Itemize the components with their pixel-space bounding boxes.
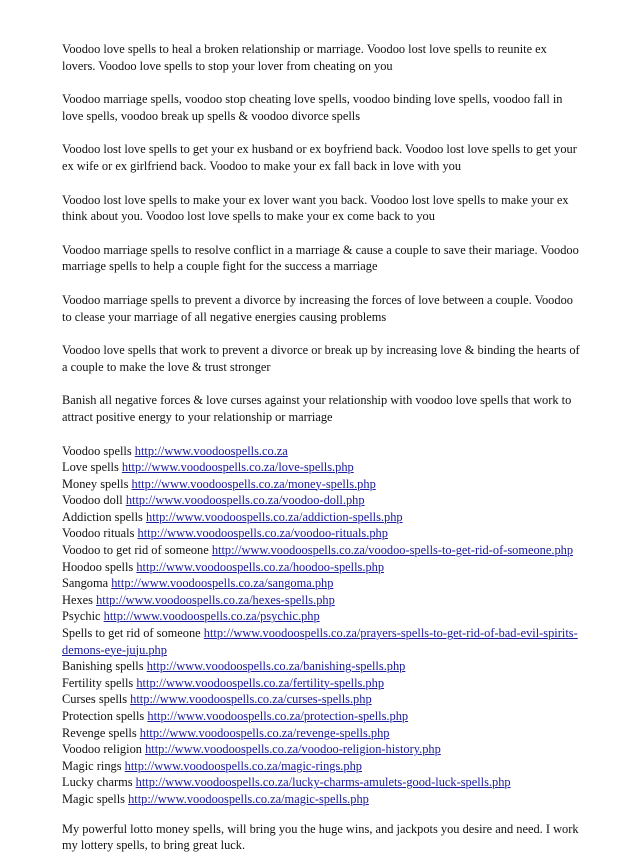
link-label: Protection spells [62,709,145,723]
list-item [62,575,582,592]
link-sangoma[interactable]: http://www.voodoospells.co.za/sangoma.php [111,576,334,591]
link-label: Voodoo doll [62,493,123,508]
link-love-spells[interactable]: http://www.voodoospells.co.za/love-spells.php [121,460,354,475]
link-list [62,443,582,808]
link-hexes[interactable]: http://www.voodoospells.co.za/hexes-spells.php [96,592,335,607]
link-label: Voodoo religion [62,742,142,757]
paragraph-resolve-conflict: Voodoo marriage spells to resolve conflict in a marriage & cause a couple to save their mariage. Voodoo marriage spells to help a couple fight for the success a marriage [62,242,579,274]
link-label: Magic spells [62,791,125,806]
link-banishing-spells[interactable]: http://www.voodoospells.co.za/banishing-spells.php [146,659,406,674]
link-label: Psychic [62,609,101,624]
list-item [62,708,582,725]
link-label: Hexes [62,592,93,607]
paragraph-prevent-break-up: Voodoo love spells that work to prevent a divorce or break up by increasing love & binding the hearts of a couple to make the love & trust stronger [62,343,580,374]
link-label: Voodoo spells [62,443,132,458]
link-label: Sangoma [62,576,109,591]
list-item [62,608,582,625]
link-label: Voodoo rituals [62,526,135,541]
link-magic-spells[interactable]: http://www.voodoospells.co.za/magic-spells.php [128,791,369,806]
list-item [62,492,582,509]
list-item [62,758,582,775]
list-item [62,476,582,493]
list-item [62,741,582,758]
link-label: Fertility spells [62,675,134,690]
paragraph-prevent-divorce: Voodoo marriage spells to prevent a divorce by increasing the forces of love between a couple. Voodoo to clease your marriage of all negative energies causing problems [62,292,573,324]
list-item [62,443,582,460]
list-item [62,625,582,658]
link-magic-rings[interactable]: http://www.voodoospells.co.za/magic-rings.php [124,758,362,773]
link-spells-get-rid-of-someone[interactable]: http://www.voodoospells.co.za/prayers-spells-to-get-rid-of-bad-evil-spirits-demons-eye-juju.php [62,626,578,657]
link-addiction-spells[interactable]: http://www.voodoospells.co.za/addiction-spells.php [146,509,403,524]
paragraph-lotto-money-spells: My powerful lotto money spells, will bring you the huge wins, and jackpots you desire and need. I work my lottery spells, to bring great luck. [62,821,579,853]
list-item [62,691,582,708]
paragraph-get-ex-back: Voodoo lost love spells to get your ex husband or ex boyfriend back. Voodoo lost love spells to get your ex wife or ex girlfriend back. Voodoo to make your ex fall back in love with you [62,142,577,173]
list-item [62,592,582,609]
link-hoodoo-spells[interactable]: http://www.voodoospells.co.za/hoodoo-spells.php [136,559,385,574]
link-curses-spells[interactable]: http://www.voodoospells.co.za/curses-spells.php [130,692,372,707]
link-protection-spells[interactable]: http://www.voodoospells.co.za/protection-spells.php [147,709,409,723]
paragraph-marriage-spells: Voodoo marriage spells, voodoo stop cheating love spells, voodoo binding love spells, voodoo fall in love spells, voodoo break up spells & voodoo divorce spells [62,92,563,123]
list-item [62,791,582,808]
list-item [62,675,582,692]
list-item [62,509,582,526]
link-label: Addiction spells [62,509,143,524]
link-lucky-charms[interactable]: http://www.voodoospells.co.za/lucky-charms-amulets-good-luck-spells.php [135,775,511,790]
link-label: Hoodoo spells [62,559,134,574]
link-label: Revenge spells [62,725,137,740]
link-revenge-spells[interactable]: http://www.voodoospells.co.za/revenge-spells.php [139,725,390,740]
list-item [62,725,582,742]
link-voodoo-doll[interactable]: http://www.voodoospells.co.za/voodoo-doll.php [125,493,365,508]
paragraph-banish-negative-forces: Banish all negative forces & love curses against your relationship with voodoo love spells that work to attract positive energy to your relationship or marriage [62,393,572,424]
list-item [62,525,582,542]
link-voodoo-get-rid-of-someone[interactable]: http://www.voodoospells.co.za/voodoo-spells-to-get-rid-of-someone.php [211,543,574,558]
link-label: Voodoo to get rid of someone [62,543,209,558]
list-item [62,658,582,675]
link-label: Spells to get rid of someone [62,626,201,641]
paragraph-ex-lover-want-back: Voodoo lost love spells to make your ex lover want you back. Voodoo lost love spells to make your ex think about you. Voodoo lost love spells to make your ex come back to you [62,192,569,224]
link-voodoo-spells[interactable]: http://www.voodoospells.co.za [134,443,288,458]
list-item [62,459,582,476]
link-label: Lucky charms [62,775,133,790]
paragraph-heal-broken-relationship: Voodoo love spells to heal a broken relationship or marriage. Voodoo lost love spells to reunite ex lovers. Voodoo love spells to stop your lover from cheating on you [62,42,547,73]
link-voodoo-religion[interactable]: http://www.voodoospells.co.za/voodoo-religion-history.php [145,742,441,757]
link-fertility-spells[interactable]: http://www.voodoospells.co.za/fertility-spells.php [136,675,385,690]
link-label: Banishing spells [62,659,144,674]
list-item [62,774,582,791]
link-label: Curses spells [62,692,128,707]
list-item [62,559,582,576]
list-item [62,542,582,559]
link-voodoo-rituals[interactable]: http://www.voodoospells.co.za/voodoo-rituals.php [137,526,388,541]
link-money-spells[interactable]: http://www.voodoospells.co.za/money-spells.php [131,476,376,491]
link-label: Money spells [62,476,129,491]
link-label: Love spells [62,460,119,475]
link-label: Magic rings [62,758,122,773]
link-psychic[interactable]: http://www.voodoospells.co.za/psychic.php [103,609,320,624]
